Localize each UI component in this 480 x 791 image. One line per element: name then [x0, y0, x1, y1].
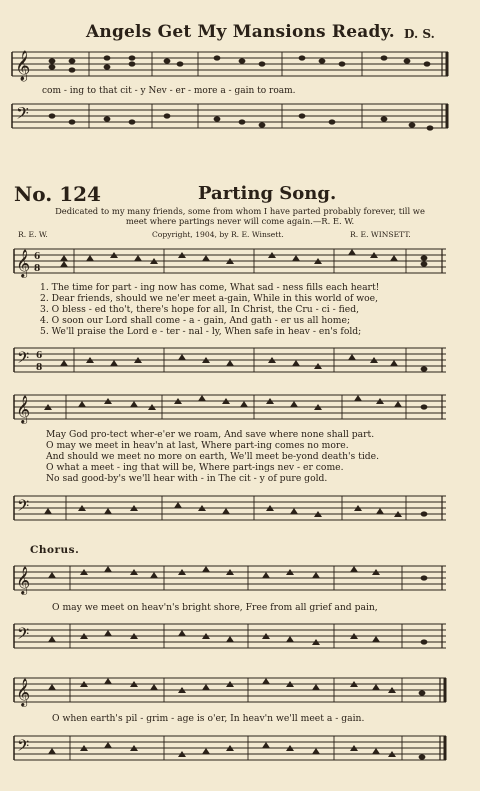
- svg-text:6: 6: [36, 351, 43, 361]
- verse-5-line-b: No sad good-by's we'll hear with - in The cit - y of pure gold.: [46, 473, 328, 484]
- system1-bass-staff: [14, 340, 446, 380]
- verse-3-line-b: And should we meet no more on earth, We'll meet be-yond death's tide.: [46, 451, 380, 462]
- chorus-treble-staff-2: [14, 670, 446, 710]
- verse-3-line-a: 3. O bless - ed tho't, there's hope for all, In Christ, the Cru - ci - fied,: [40, 304, 360, 315]
- chorus-line-2: O when earth's pil - grim - age is o'er, In heav'n we'll meet a - gain.: [52, 713, 365, 724]
- top-treble-staff: [12, 44, 448, 88]
- verse-1-line-a: 1. The time for part - ing now has come, What sad - ness fills each heart!: [40, 282, 380, 293]
- svg-text:8: 8: [36, 363, 43, 373]
- svg-text:𝄞: 𝄞: [16, 566, 31, 594]
- dedication-line-1: Dedicated to my many friends, some from whom I have parted probably forever, till we: [55, 206, 425, 216]
- chorus-label: Chorus.: [30, 544, 80, 556]
- chorus-bass-staff-2: [14, 728, 446, 768]
- dal-segno-mark: D. S.: [404, 27, 435, 41]
- system2-treble-staff: [14, 387, 446, 427]
- chorus-bass-staff-1: [14, 616, 446, 656]
- top-piece-title: Angels Get My Mansions Ready.: [86, 22, 395, 42]
- verse-4-line-b: O what a meet - ing that will be, Where part-ings nev - er come.: [46, 462, 344, 473]
- svg-text:𝄢: 𝄢: [17, 625, 30, 647]
- svg-text:𝄞: 𝄞: [16, 395, 31, 423]
- copyright-notice: Copyright, 1904, by R. E. Winsett.: [152, 230, 284, 239]
- chorus-treble-staff-1: [14, 558, 446, 598]
- verse-2-line-b: O may we meet in heav'n at last, Where part-ing comes no more.: [46, 440, 349, 451]
- hymn-title: Parting Song.: [198, 183, 337, 204]
- svg-text:𝄞: 𝄞: [16, 249, 31, 277]
- svg-text:𝄢: 𝄢: [17, 737, 30, 759]
- verse-5-line-a: 5. We'll praise the Lord e - ter - nal - ly, When safe in heav - en's fold;: [40, 326, 362, 337]
- svg-text:𝄞: 𝄞: [16, 678, 31, 706]
- dedication-line-2: meet where partings never will come again.—R. E. W.: [125, 216, 355, 226]
- svg-text:𝄢: 𝄢: [16, 103, 29, 127]
- svg-text:𝄢: 𝄢: [17, 349, 30, 371]
- top-bass-staff: [12, 96, 448, 140]
- verse-4-line-a: 4. O soon our Lord shall come - a - gain, And gath - er us all home;: [40, 315, 351, 326]
- top-piece-lyric: com - ing to that cit - y Nev - er - more a - gain to roam.: [42, 86, 296, 96]
- hymn-number: No. 124: [14, 182, 101, 206]
- dedication: [0, 206, 480, 226]
- system1-treble-staff: [14, 241, 446, 281]
- composer-credit: R. E. WINSETT.: [350, 230, 411, 239]
- svg-text:8: 8: [34, 264, 41, 274]
- system2-bass-staff: [14, 488, 446, 528]
- svg-text:𝄢: 𝄢: [17, 497, 30, 519]
- verse-1-line-b: May God pro-tect wher-e'er we roam, And save where none shall part.: [46, 429, 375, 440]
- svg-text:6: 6: [34, 252, 41, 262]
- svg-text:𝄞: 𝄞: [15, 51, 31, 81]
- lyricist-credit: R. E. W.: [18, 230, 48, 239]
- verse-2-line-a: 2. Dear friends, should we ne'er meet a-gain, While in this world of woe,: [40, 293, 378, 304]
- chorus-line-1: O may we meet on heav'n's bright shore, Free from all grief and pain,: [52, 602, 378, 613]
